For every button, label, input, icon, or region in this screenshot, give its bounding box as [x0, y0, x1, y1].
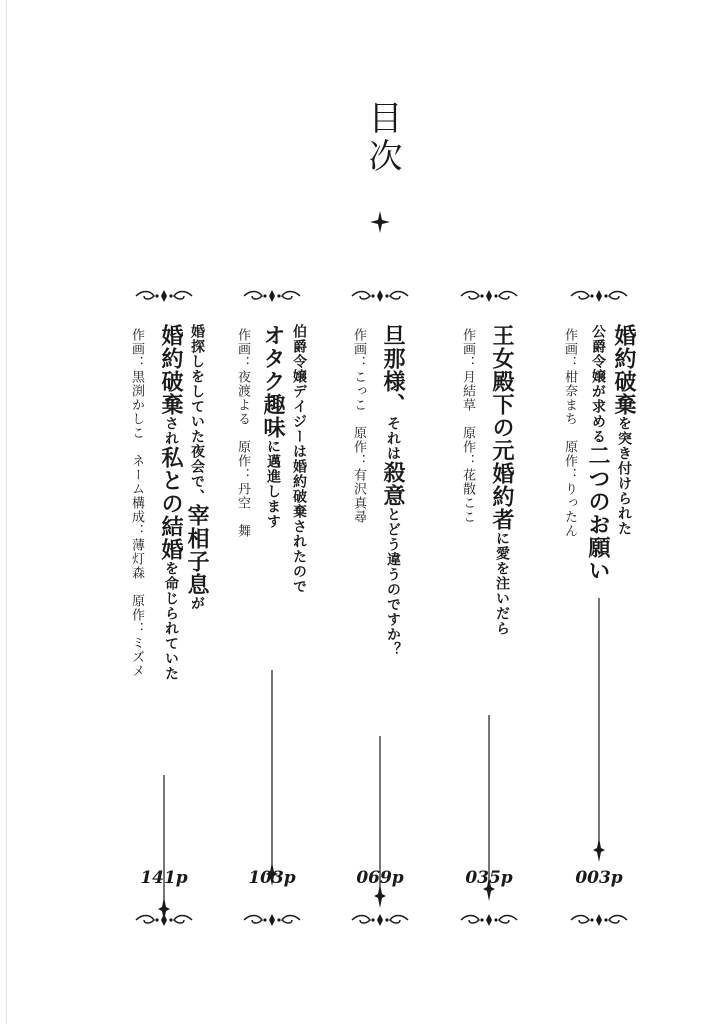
entry-5-title-line2: 婚約破棄され私との結婚を命じられていた — [158, 324, 184, 681]
entry-5-page-number: 141p — [140, 868, 188, 888]
entry-3-credit: 作画：こっこ 原作：有沢真尋 — [351, 328, 366, 524]
leader-line — [593, 598, 605, 862]
flourish-ornament-top — [567, 288, 631, 304]
entry-5-title-line1: 婚探しをしていた夜会で、宰相子息が — [184, 324, 210, 611]
toc-entry-5[interactable] — [120, 0, 230, 1024]
leader-line — [483, 676, 495, 940]
entry-4-page-number: 103p — [248, 868, 296, 888]
entry-1-title-line1: 婚約破棄を突き付けられた — [611, 324, 637, 536]
flourish-ornament-bottom — [457, 912, 521, 928]
flourish-ornament-top — [348, 288, 412, 304]
toc-entry-2[interactable] — [445, 0, 555, 1024]
flourish-ornament-top — [132, 288, 196, 304]
entry-2-credit: 作画：月結草 原作：花散ここ — [460, 328, 475, 524]
entry-1-title-line2: 公爵令嬢が求める二つのお願い — [585, 324, 611, 582]
page-binding-line — [6, 0, 7, 1024]
flourish-ornament-bottom — [132, 912, 196, 928]
entry-4-credit: 作画：夜渡よる 原作：丹空 舞 — [235, 328, 250, 538]
page-title: 目次 — [362, 100, 402, 176]
entry-2-title: 王女殿下の元婚約者に愛を注いだら — [489, 324, 515, 636]
flourish-ornament-bottom — [348, 912, 412, 928]
entry-4-title-line1: 伯爵令嬢デイジーは婚約破棄されたので — [291, 324, 307, 594]
entry-2-page-number: 035p — [465, 868, 513, 888]
entry-1-credit: 作画：柑奈まち 原作：りったん — [562, 328, 577, 538]
toc-entry-1[interactable] — [555, 0, 665, 1024]
entry-3-page-number: 069p — [356, 868, 404, 888]
toc-entry-4[interactable] — [228, 0, 338, 1024]
entry-4-title-line2: オタク趣味に邁進します — [260, 324, 286, 529]
flourish-ornament-top — [457, 288, 521, 304]
flourish-ornament-top — [240, 288, 304, 304]
entry-1-page-number: 003p — [575, 868, 623, 888]
leader-line — [158, 716, 170, 980]
entry-3-title: 旦那様、それは殺意とどう違うのですか？ — [380, 324, 406, 657]
toc-entry-3[interactable] — [336, 0, 446, 1024]
flourish-ornament-bottom — [240, 912, 304, 928]
entry-5-credit: 作画：黒渕かしこ ネーム構成：薄灯森 原作：ミズメ — [129, 328, 144, 678]
flourish-ornament-bottom — [567, 912, 631, 928]
